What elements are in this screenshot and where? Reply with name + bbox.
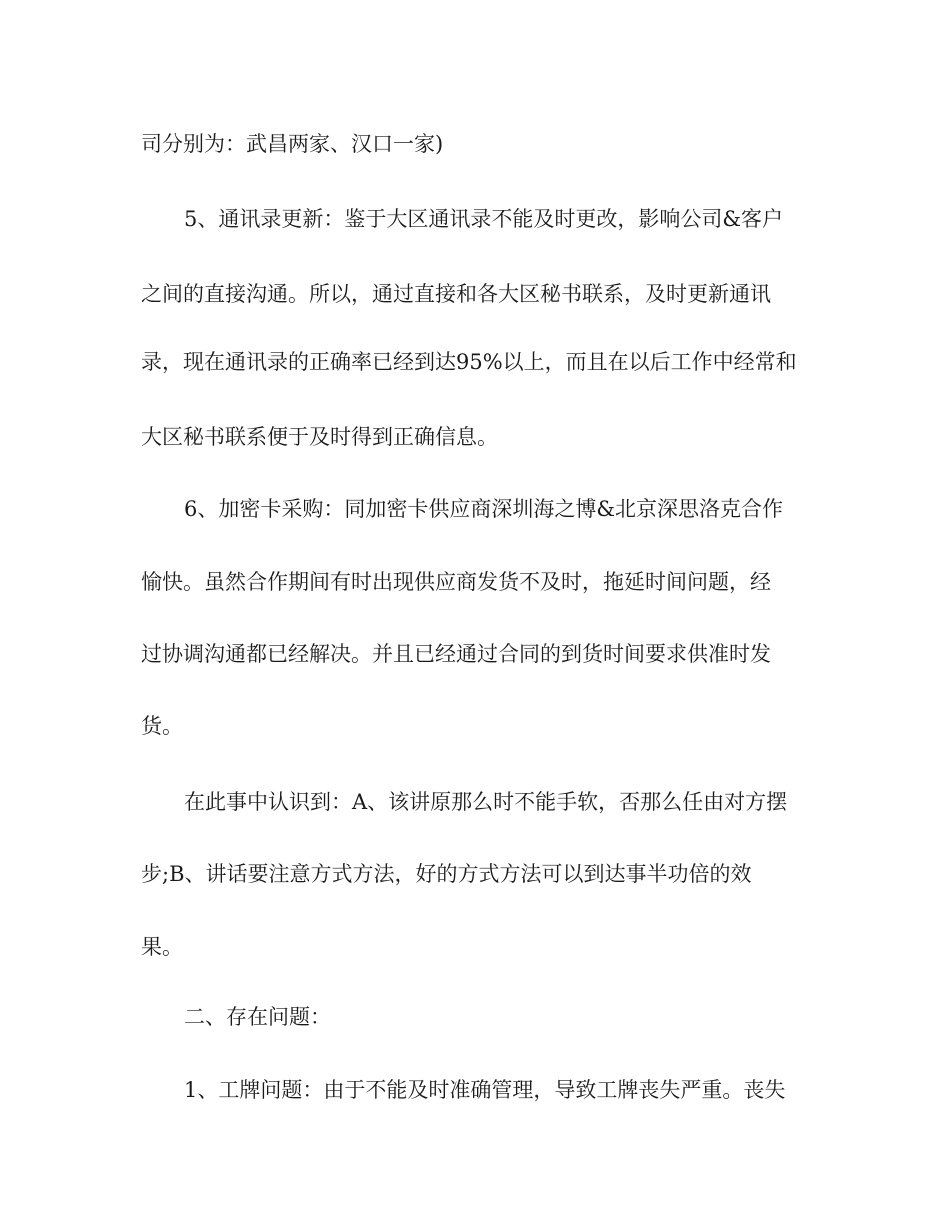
text-line-4: 录，现在通讯录的正确率已经到达95%以上，而且在以后工作中经常和 [141,350,797,374]
section-heading: 二、存在问题： [184,1005,331,1029]
text-line-9: 货。 [141,714,183,738]
text-line-6: 6、加密卡采购：同加密卡供应商深圳海之博&北京深思洛克合作 [184,497,784,521]
text-line-7: 愉快。虽然合作期间有时出现供应商发货不及时，拖延时间问题，经 [141,570,771,594]
text-line-14: 1、工牌问题：由于不能及时准确管理，导致工牌丧失严重。丧失 [184,1078,786,1102]
text-line-8: 过协调沟通都已经解决。并且已经通过合同的到货时间要求供准时发 [141,642,771,666]
text-line-3: 之间的直接沟通。所以，通过直接和各大区秘书联系，及时更新通讯 [141,282,771,306]
text-line-5: 大区秘书联系便于及时得到正确信息。 [141,425,498,449]
text-line-10: 在此事中认识到：A、该讲原那么时不能手软，否那么任由对方摆 [184,790,788,814]
text-line-12: 果。 [141,935,183,959]
text-line-1: 司分别为：武昌两家、汉口一家) [141,132,444,156]
text-line-2: 5、通讯录更新：鉴于大区通讯录不能及时更改，影响公司&客户 [184,207,784,231]
text-line-11: 步;B、讲话要注意方式方法，好的方式方法可以到达事半功倍的效 [141,862,752,886]
